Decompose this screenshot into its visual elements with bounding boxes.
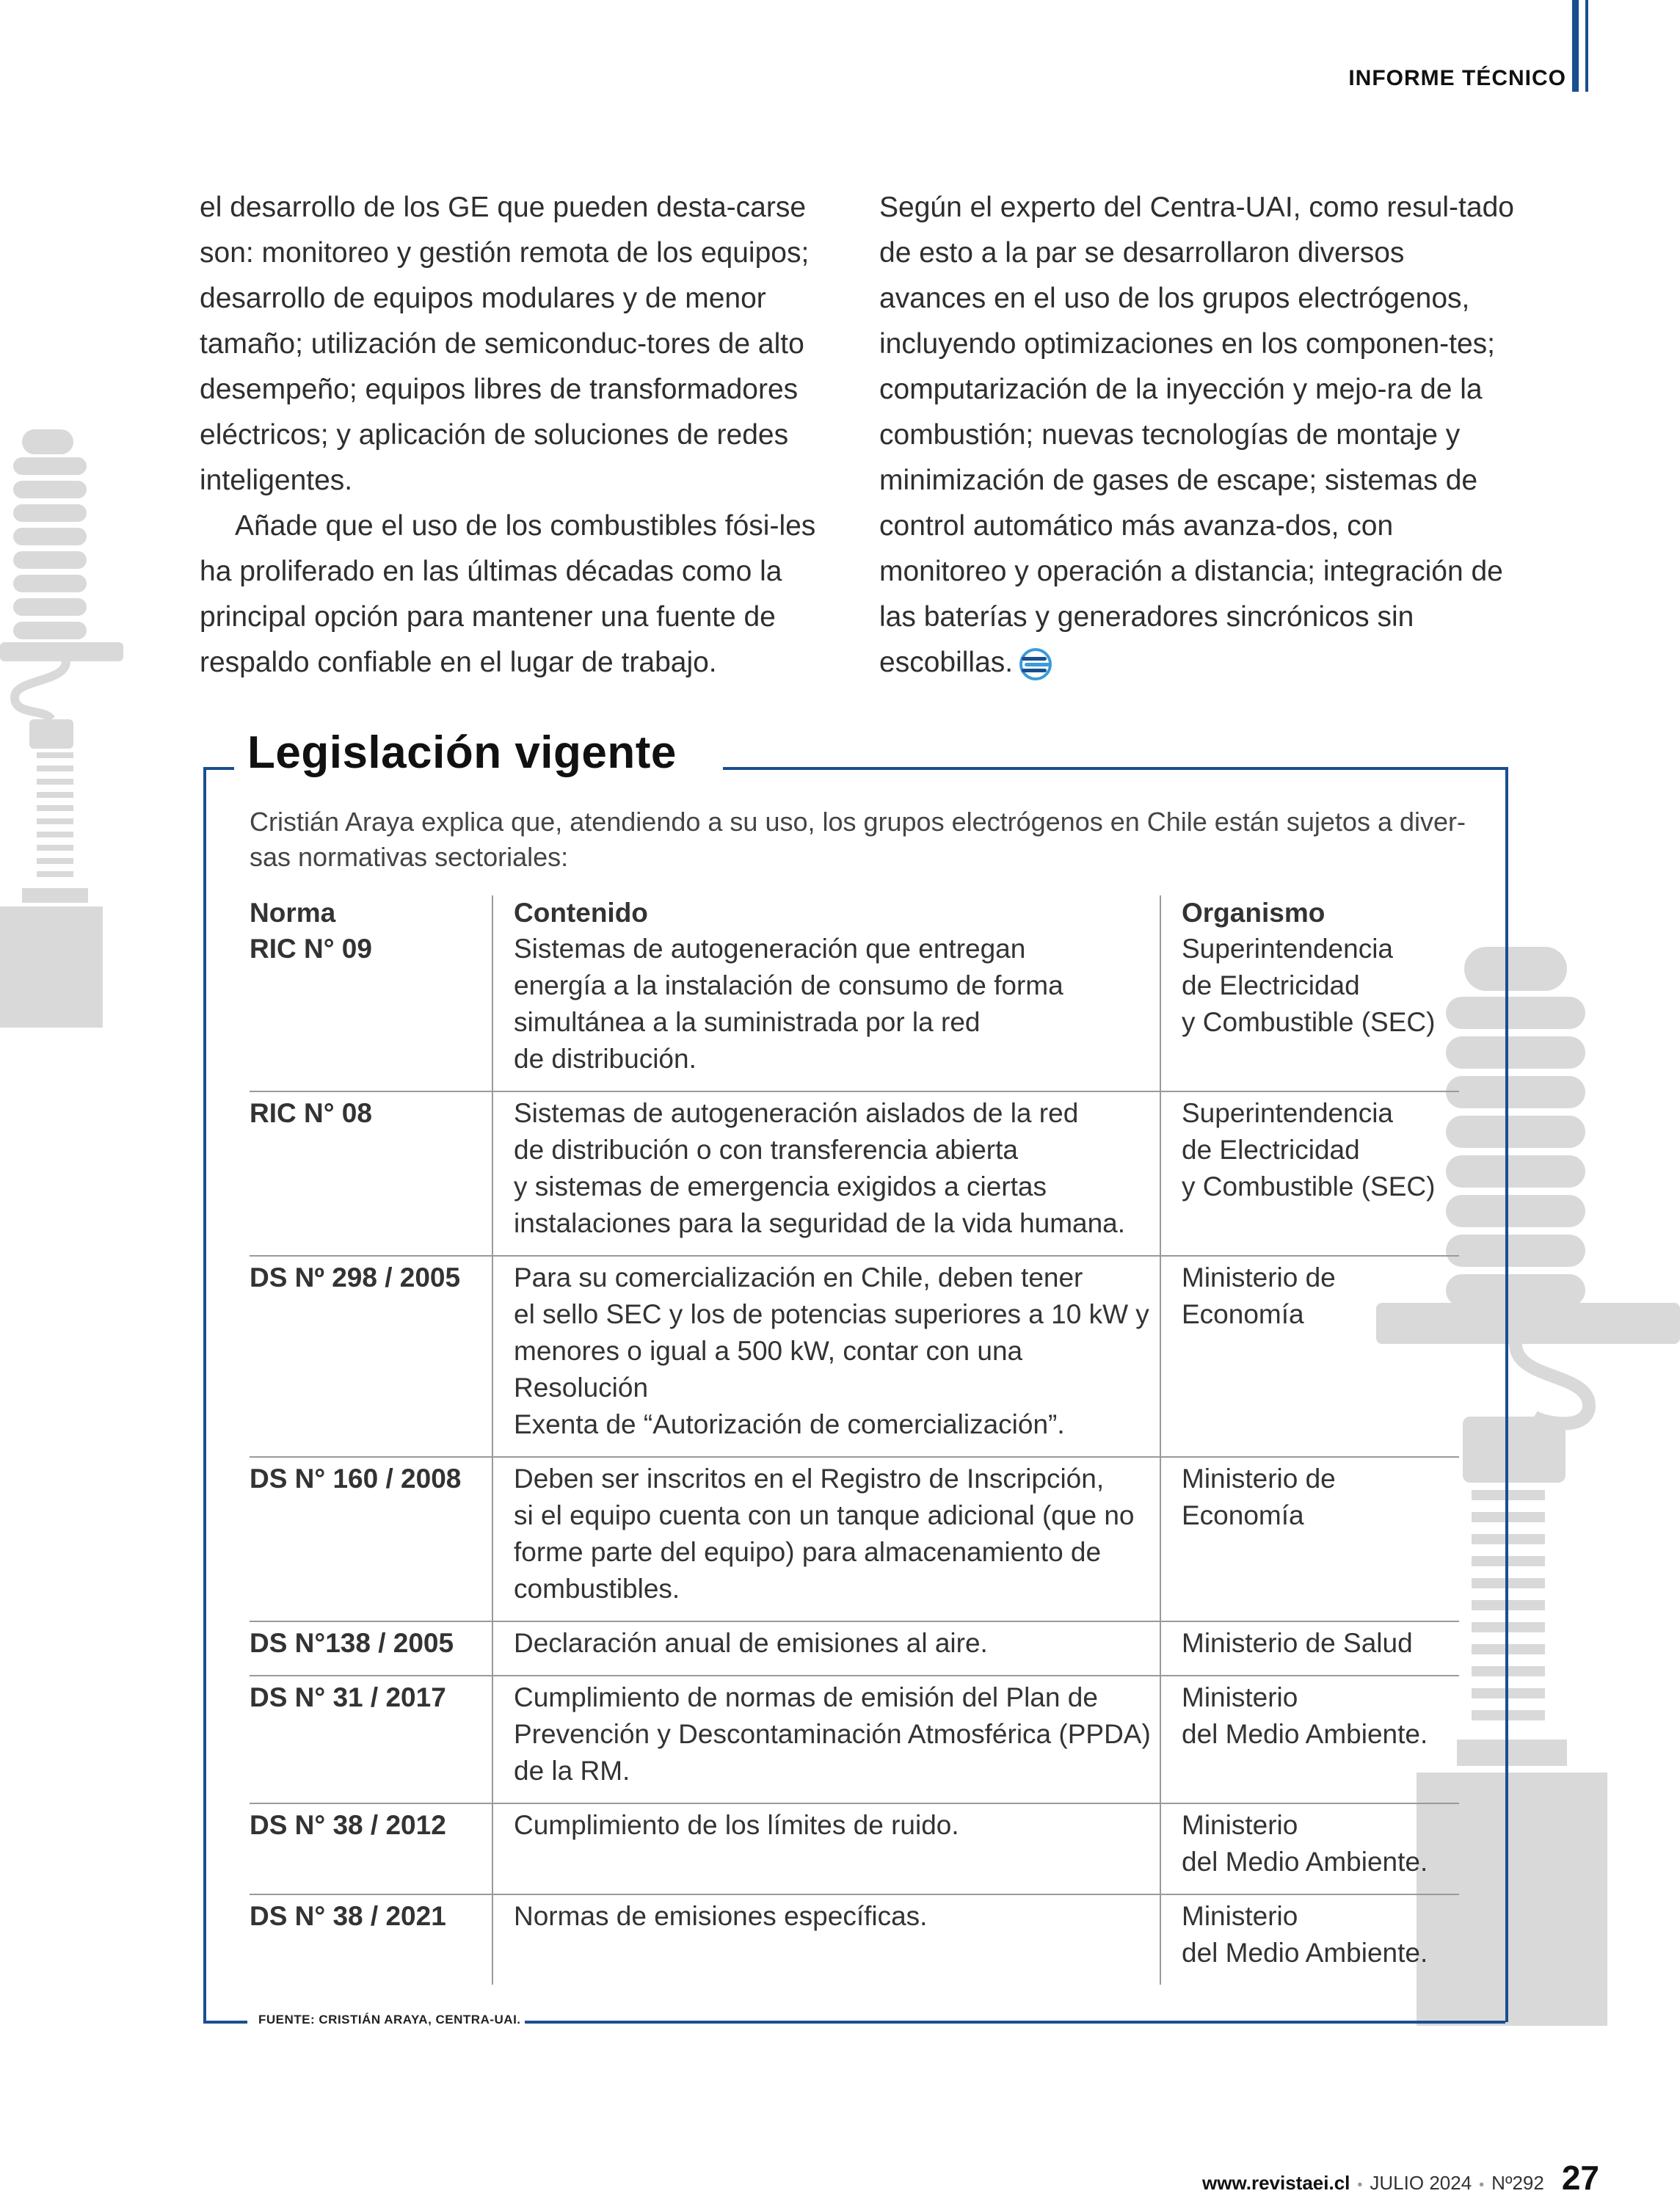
cell-contenido: Deben ser inscritos en el Registro de Inscripción, si el equipo cuenta con un tanque adicional (que no forme parte del equipo) para almacenamiento de combustibles. [492, 1458, 1160, 1621]
table-row [250, 1895, 1459, 1985]
footer-issue: Nº292 [1491, 2172, 1544, 2194]
cell-contenido: Declaración anual de emisiones al aire. [492, 1622, 1160, 1675]
box-border [203, 767, 234, 770]
table-row [250, 1092, 1459, 1257]
header-accent-bar [1572, 0, 1579, 92]
header-organismo: Organismo [1160, 895, 1459, 931]
cell-norma: DS N°138 / 2005 [250, 1628, 454, 1658]
box-intro: Cristián Araya explica que, atendiendo a su uso, los grupos electrógenos en Chile están sujetos a diver-sas normativas sectoriales: [250, 807, 1466, 872]
footer-separator: • [1479, 2177, 1485, 2193]
table-row [250, 1622, 1459, 1676]
cell-organismo: Ministerio de Economía [1160, 1257, 1459, 1456]
cell-contenido: Para su comercialización en Chile, deben tener el sello SEC y los de potencias superiores a 10 kW y menores o igual a 500 kW, contar con una Resolución Exenta de “Autorización de comercialización”. [492, 1257, 1160, 1456]
box-border [203, 2021, 247, 2024]
cell-organismo: Ministerio del Medio Ambiente. [1160, 1895, 1459, 1985]
section-tag: INFORME TÉCNICO [1348, 66, 1566, 90]
cell-contenido: Sistemas de autogeneración aislados de la red de distribución o con transferencia abierta y sistemas de emergencia exigidos a ciertas instalaciones para la seguridad de la vida humana. [492, 1092, 1160, 1255]
table-row [250, 1458, 1459, 1622]
table-row [250, 1804, 1459, 1895]
cell-norma: RIC N° 09 [250, 934, 372, 964]
cell-contenido: Sistemas de autogeneración que entregan energía a la instalación de consumo de forma simultánea a la suministrada por la red de distribución. [492, 931, 1160, 1091]
header-accent-bar-thin [1585, 0, 1588, 92]
header-contenido: Contenido [492, 895, 1160, 931]
cell-contenido: Normas de emisiones específicas. [492, 1895, 1160, 1985]
cell-norma: DS N° 160 / 2008 [250, 1464, 462, 1494]
insulator-illustration-icon [0, 429, 132, 1028]
cell-organismo: Ministerio de Economía [1160, 1458, 1459, 1621]
table-row [250, 1676, 1459, 1804]
cell-organismo: Ministerio de Salud [1160, 1622, 1459, 1675]
cell-organismo: Ministerio del Medio Ambiente. [1160, 1804, 1459, 1894]
paragraph: Según el experto del Centra-UAI, como resul-tado de esto a la par se desarrollaron diversos avances en el uso de los grupos electrógenos, incluyendo optimizaciones en los componen-tes; computarización de la inyección y mejo-ra de la combustión; nuevas tecnologías de montaje y minimización de gases de escape; sistemas de control automático más avanza-dos, con monitoreo y operación a distancia; integración de las baterías y generadores sincrónicos sin escobillas. [879, 185, 1518, 686]
footer-separator: • [1357, 2177, 1363, 2193]
paragraph: Añade que el uso de los combustibles fósi-les ha proliferado en las últimas décadas como la principal opción para mantener una fuente de respaldo confiable en el lugar de trabajo. [200, 510, 816, 678]
body-column-left [200, 185, 831, 686]
box-title: Legislación vigente [247, 727, 677, 778]
cell-norma: RIC N° 08 [250, 1098, 372, 1128]
footer-date: JULIO 2024 [1370, 2172, 1472, 2194]
cell-organismo: Superintendencia de Electricidad y Combustible (SEC) [1160, 1092, 1459, 1255]
cell-organismo: Superintendencia de Electricidad y Combustible (SEC) [1160, 931, 1459, 1091]
cell-norma: DS N° 31 / 2017 [250, 1682, 446, 1712]
table-row [250, 1257, 1459, 1458]
table-header [250, 895, 1459, 931]
header-norma: Norma [250, 898, 336, 928]
page-number: 27 [1561, 2159, 1599, 2197]
box-border [723, 767, 1505, 770]
cell-contenido: Cumplimiento de los límites de ruido. [492, 1804, 1160, 1894]
cell-norma: DS N° 38 / 2021 [250, 1901, 446, 1931]
source-note: FUENTE: CRISTIÁN ARAYA, CENTRA-UAI. [258, 2013, 521, 2027]
body-column-right [879, 185, 1518, 686]
page-footer [1202, 2158, 1599, 2198]
box-border [525, 2021, 1505, 2024]
end-of-article-icon [1017, 648, 1054, 680]
footer-site: www.revistaei.cl [1202, 2172, 1350, 2194]
legislation-table [250, 895, 1459, 1985]
cell-norma: DS Nº 298 / 2005 [250, 1262, 461, 1293]
cell-organismo: Ministerio del Medio Ambiente. [1160, 1676, 1459, 1803]
paragraph: el desarrollo de los GE que pueden desta-carse son: monitoreo y gestión remota de los equipos; desarrollo de equipos modulares y de menor tamaño; utilización de semiconduc-tores de alto desempeño; equipos libres de transformadores eléctricos; y aplicación de soluciones de redes inteligentes. [200, 192, 810, 496]
cell-contenido: Cumplimiento de normas de emisión del Plan de Prevención y Descontaminación Atmosférica (PPDA) de la RM. [492, 1676, 1160, 1803]
cell-norma: DS N° 38 / 2012 [250, 1810, 446, 1840]
table-row [250, 931, 1459, 1092]
table-body [250, 931, 1459, 1985]
